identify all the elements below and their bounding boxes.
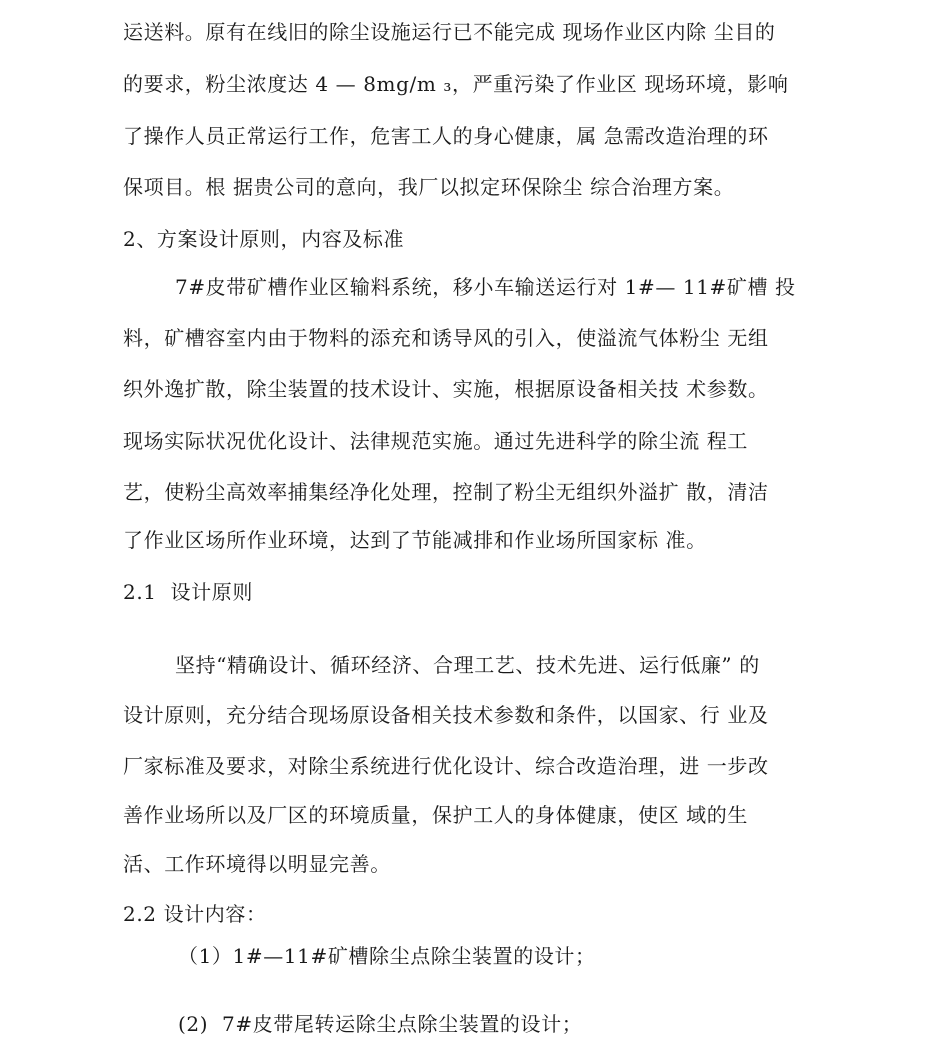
list-item: （1）1#—11#矿槽除尘点除尘装置的设计；: [178, 944, 596, 968]
body-text-line: 织外逸扩散，除尘装置的技术设计、实施，根据原设备相关技 术参数。: [123, 377, 769, 401]
body-text-line: 运送料。原有在线旧的除尘设施运行已不能完成 现场作业区内除 尘目的: [123, 20, 776, 44]
body-text-line: 保项目。根 据贵公司的意向，我厂以拟定环保除尘 综合治理方案。: [123, 175, 735, 199]
subsection-heading: 2.1 设计原则: [123, 580, 253, 604]
body-text-line: 了作业区场所作业环境，达到了节能减排和作业场所国家标 准。: [123, 528, 707, 552]
body-text-line: 坚持“精确设计、循环经济、合理工艺、技术先进、运行低廉” 的: [175, 653, 760, 677]
list-item: (2) 7#皮带尾转运除尘点除尘装置的设计；: [178, 1012, 583, 1036]
section-heading: 2、方案设计原则，内容及标准: [123, 227, 405, 251]
body-text-line: 7#皮带矿槽作业区输料系统，移小车输送运行对 1#— 11#矿槽 投: [175, 275, 796, 299]
body-text-line: 艺，使粉尘高效率捕集经净化处理，控制了粉尘无组织外溢扩 散，清洁: [123, 480, 769, 504]
body-text-line: 了操作人员正常运行工作，危害工人的身心健康，属 急需改造治理的环: [123, 124, 769, 148]
body-text-line: 设计原则，充分结合现场原设备相关技术参数和条件，以国家、行 业及: [123, 703, 769, 727]
body-text-line: 现场实际状况优化设计、法律规范实施。通过先进科学的除尘流 程工: [123, 429, 748, 453]
subsection-heading: 2.2 设计内容：: [123, 902, 267, 926]
body-text-line: 的要求，粉尘浓度达 4 — 8mg/m ₃，严重污染了作业区 现场环境，影响: [123, 72, 789, 96]
body-text-line: 料，矿槽容室内由于物料的添充和诱导风的引入，使溢流气体粉尘 无组: [123, 326, 769, 350]
body-text-line: 善作业场所以及厂区的环境质量，保护工人的身体健康，使区 域的生: [123, 803, 748, 827]
body-text-line: 活、工作环境得以明显完善。: [123, 852, 391, 876]
body-text-line: 厂家标准及要求，对除尘系统进行优化设计、综合改造治理，进 一步改: [123, 754, 769, 778]
